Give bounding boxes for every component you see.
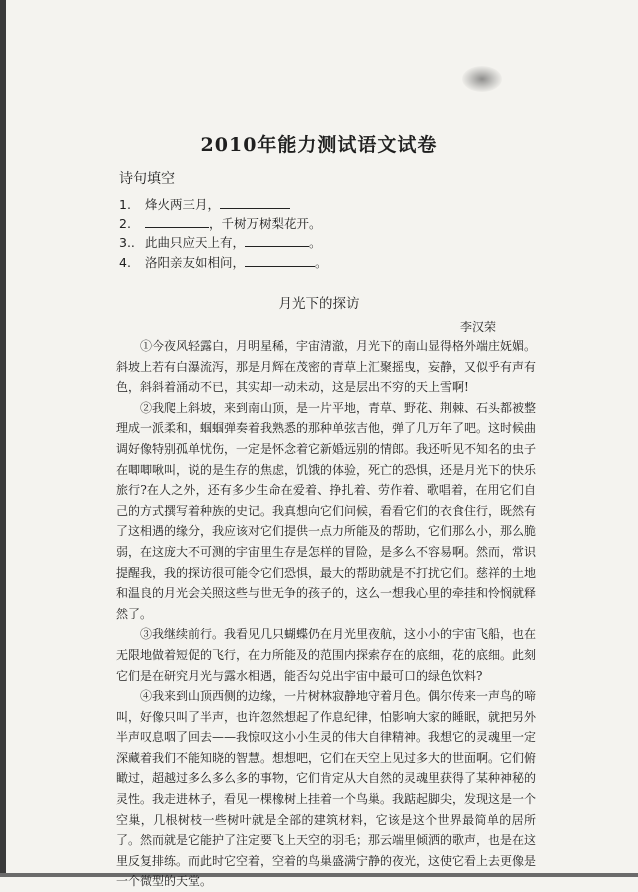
paragraph-4: ④我来到山顶西侧的边缘，一片树林寂静地守着月色。偶尔传来一声鸟的啼叫，好像只叫了半声，也许忽然想起了作息纪律，怕影响大家的睡眠，就把另外半声叹息咽了回去——我惊叹这小小生灵的伟大自律精神。我想它的灵魂里一定深藏着我们不能知晓的智慧。想想吧，它们在天空上见过多大的世面啊。它们俯瞰过，超越过多么多么多的事物，它们肯定从大自然的灵魂里获得了某种神秘的灵性。我走进林子，看见一棵橡树上挂着一个鸟巢。我踮起脚尖，发现这是一个空巢，几根树枝一些树叶就是全部的建筑材料，它该是这个世界最简单的居所了。然而就是它能护了注定要飞上天空的羽毛；那云端里倾洒的歌声，也是在这里反复排练。而此时它空着，空着的鸟巢盛满宁静的夜光，这使它看上去更像是一个微型的天堂。 — [116, 689, 537, 889]
question-number: 2. — [119, 216, 131, 231]
question-text: 此曲只应天上有， — [145, 235, 246, 250]
question-3: 3.. 此曲只应天上有， 。 — [119, 235, 322, 250]
answer-blank[interactable] — [145, 216, 209, 228]
section-heading: 诗句填空 — [119, 171, 175, 187]
question-text: 烽火两三月， — [145, 197, 221, 212]
question-text: ，千树万树梨花开。 — [209, 216, 322, 231]
article-body — [116, 336, 536, 892]
question-2 — [119, 214, 322, 232]
paragraph-2: ②我爬上斜坡，来到南山顶，是一片平地，青草、野花、荆棘、石头都被整理成一派柔和，蝈蝈弹奏着我熟悉的那种单弦吉他，弹了几万年了吧。这时候曲调好像特别孤单忧伤，一定是怀念着它新婚远别的情郎。我还听见不知名的虫子在唧唧啾叫，说的是生存的焦虑，饥饿的体验，死亡的恐惧，还是月光下的快乐旅行?在人之外，还有多少生命在爱着、挣扎着、劳作着、歌唱着，在用它们自己的方式撰写着种族的史记。我真想向它们问候，看看它们的衣食住行，既然有了这相遇的缘分，我应该对它们提供一点力所能及的帮助，它们那么小，那么脆弱，在这庞大不可测的宇宙里生存是怎样的冒险，是多么不容易啊。然而，常识提醒我，我的探访很可能令它们恐惧，最大的帮助就是不打扰它们。慈祥的土地和温良的月光会关照这些与世无争的孩子的，这么一想我心里的牵挂和怜悯就释然了。 — [116, 400, 537, 621]
answer-blank[interactable] — [245, 255, 315, 267]
question-number: 4. — [119, 255, 131, 270]
ink-smudge — [462, 66, 502, 92]
article-author: 李汉荣 — [460, 320, 497, 334]
article-title: 月光下的探访 — [278, 296, 360, 312]
answer-blank[interactable] — [220, 197, 290, 209]
question-text: 洛阳亲友如相问， — [145, 255, 246, 270]
question-4: 4. 洛阳亲友如相问， 。 — [119, 255, 328, 270]
exam-title: 2010年能力测试语文试卷 — [200, 134, 438, 156]
paragraph-3: ③我继续前行。我看见几只蝴蝶仍在月光里夜航，这小小的宇宙飞船，也在无限地做着短促的飞行，在力所能及的范围内探索存在的底细，花的底细。此刻它们是在研究月光与露水相遇，能否勾兑出宇宙中最可口的绿色饮料? — [116, 627, 537, 683]
question-1 — [119, 195, 290, 213]
answer-blank[interactable] — [245, 235, 309, 247]
question-number: 3.. — [119, 235, 135, 250]
paragraph-1: ①今夜风轻露白，月明星稀，宇宙清澈，月光下的南山显得格外端庄妩媚。斜坡上若有白瀑流泻，那是月辉在茂密的青草上汇聚摇曳，妄静，又似乎有声有色，斜斜着涌动不已，其实却一动未动，这是层出不穷的天上雪啊! — [116, 339, 537, 395]
question-number: 1. — [119, 197, 131, 212]
